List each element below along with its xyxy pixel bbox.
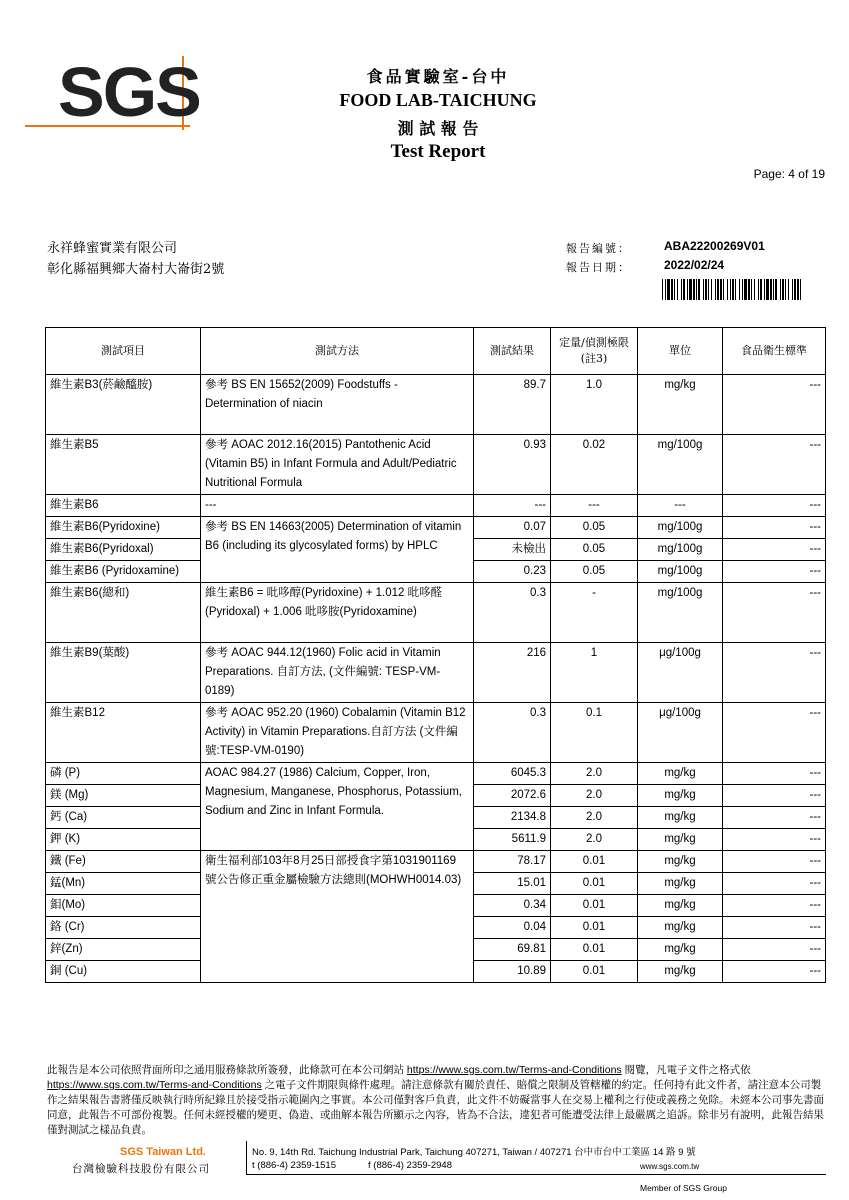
- cell-limit: -: [551, 583, 638, 643]
- barcode-bar: [775, 279, 777, 300]
- cell-method: 衛生福利部103年8月25日部授食字第1031901169 號公告修正重金屬檢驗方法總則(MOHWH0014.03): [201, 851, 474, 983]
- col-header-limit: 定量/偵測極限(註3): [551, 328, 638, 375]
- cell-item: 鉻 (Cr): [46, 917, 201, 939]
- table-row-b6-total: [46, 583, 826, 643]
- barcode-bar: [698, 279, 700, 300]
- report-date-value: 2022/02/24: [664, 258, 725, 272]
- cell-result: 0.93: [474, 435, 551, 495]
- cell-result: 0.07: [474, 517, 551, 539]
- cell-result: 15.01: [474, 873, 551, 895]
- cell-result: 0.3: [474, 703, 551, 763]
- barcode-bar: [683, 279, 685, 300]
- barcode-bar: [727, 279, 728, 300]
- barcode-bar: [687, 279, 688, 300]
- cell-result: 69.81: [474, 939, 551, 961]
- cell-item: 磷 (P): [46, 763, 201, 785]
- report-title-cn: 測 試 報 告: [397, 119, 479, 138]
- barcode-bar: [703, 279, 704, 300]
- cell-limit: 2.0: [551, 807, 638, 829]
- cell-item: 維生素B5: [46, 435, 201, 495]
- col-header-result: 測試結果: [474, 328, 551, 375]
- report-no-value: ABA22200269V01: [664, 239, 765, 253]
- barcode-bar: [715, 279, 716, 300]
- cell-unit: mg/kg: [638, 917, 723, 939]
- cell-result: 78.17: [474, 851, 551, 873]
- table-row-b6: [46, 495, 826, 517]
- cell-unit: mg/100g: [638, 435, 723, 495]
- cell-unit: mg/kg: [638, 763, 723, 785]
- cell-item: 維生素B6 (Pyridoxamine): [46, 561, 201, 583]
- company-name-cn: 台灣檢驗科技股份有限公司: [72, 1163, 210, 1175]
- cell-item: 鎂 (Mg): [46, 785, 201, 807]
- table-row-b9: [46, 643, 826, 703]
- company-address: No. 9, 14th Rd. Taichung Industrial Park, Taichung 407271, Taiwan / 407271 台中市台中工業區 14 路 9 號: [252, 1147, 696, 1158]
- cell-unit: mg/kg: [638, 851, 723, 873]
- col-header-unit: 單位: [638, 328, 723, 375]
- report-date-label: 報告日期：: [566, 261, 631, 274]
- terms-paragraph: [47, 1063, 827, 1138]
- cell-method: 維生素B6 = 吡哆醇(Pyridoxine) + 1.012 吡哆醛(Pyridoxal) + 1.006 吡哆胺(Pyridoxamine): [201, 583, 474, 643]
- cell-limit: 0.01: [551, 895, 638, 917]
- barcode-bar: [792, 279, 793, 300]
- lab-title-cn: 食品實驗室-台中: [366, 67, 510, 86]
- cell-unit: mg/100g: [638, 517, 723, 539]
- cell-method: 參考 BS EN 14663(2005) Determination of vitamin B6 (including its glycosylated forms) by HPLC: [201, 517, 474, 583]
- barcode-bar: [748, 279, 750, 300]
- barcode-bar: [671, 279, 673, 300]
- cell-unit: mg/kg: [638, 785, 723, 807]
- barcode-bar: [674, 279, 675, 300]
- cell-result: 未檢出: [474, 539, 551, 561]
- cell-result: 2134.8: [474, 807, 551, 829]
- barcode-bar: [788, 279, 789, 300]
- barcode-bar: [732, 279, 734, 300]
- barcode: [662, 279, 802, 300]
- cell-unit: mg/kg: [638, 829, 723, 851]
- barcode-bar: [711, 279, 712, 300]
- cell-unit: mg/kg: [638, 961, 723, 983]
- cell-standard: ---: [723, 583, 826, 643]
- barcode-bar: [797, 279, 799, 300]
- results-table: [45, 327, 826, 983]
- barcode-bar: [681, 279, 682, 300]
- table-header-row: [46, 328, 826, 375]
- cell-standard: ---: [723, 917, 826, 939]
- table-row: [46, 763, 826, 785]
- cell-standard: ---: [723, 539, 826, 561]
- client-address: 彰化縣福興鄉大崙村大崙街2號: [47, 262, 225, 277]
- footer-divider: [246, 1141, 247, 1175]
- footer-rule: [246, 1174, 826, 1175]
- barcode-bar: [800, 279, 801, 300]
- cell-limit: 0.01: [551, 939, 638, 961]
- cell-standard: ---: [723, 895, 826, 917]
- cell-unit: mg/kg: [638, 873, 723, 895]
- cell-limit: ---: [551, 495, 638, 517]
- table-row-b12: [46, 703, 826, 763]
- barcode-bar: [735, 279, 736, 300]
- cell-standard: ---: [723, 785, 826, 807]
- cell-limit: 1: [551, 643, 638, 703]
- cell-item: 錳(Mn): [46, 873, 201, 895]
- cell-standard: ---: [723, 435, 826, 495]
- barcode-bar: [760, 279, 762, 300]
- cell-item: 維生素B6(Pyridoxine): [46, 517, 201, 539]
- barcode-bar: [730, 279, 731, 300]
- barcode-bar: [754, 279, 755, 300]
- cell-result: 0.34: [474, 895, 551, 917]
- barcode-bar: [689, 279, 692, 300]
- client-name: 永祥蜂蜜實業有限公司: [47, 241, 178, 256]
- barcode-bar: [708, 279, 709, 300]
- table-row: [46, 851, 826, 873]
- cell-item: 鋅(Zn): [46, 939, 201, 961]
- cell-item: 銅 (Cu): [46, 961, 201, 983]
- barcode-bar: [693, 279, 695, 300]
- company-website[interactable]: www.sgs.com.tw: [640, 1162, 700, 1171]
- cell-item: 鐵 (Fe): [46, 851, 201, 873]
- cell-limit: 0.01: [551, 851, 638, 873]
- table-row-b6-pyridoxine: [46, 517, 826, 539]
- cell-limit: 0.05: [551, 517, 638, 539]
- cell-item: 鉀 (K): [46, 829, 201, 851]
- lab-title-en: FOOD LAB-TAICHUNG: [339, 90, 537, 110]
- cell-item: 鉬(Mo): [46, 895, 201, 917]
- cell-item: 鈣 (Ca): [46, 807, 201, 829]
- cell-item: 維生素B9(葉酸): [46, 643, 201, 703]
- col-header-item: 測試項目: [46, 328, 201, 375]
- cell-method: 參考 AOAC 2012.16(2015) Pantothenic Acid (Vitamin B5) in Infant Formula and Adult/Pediatric Nutritional Formula: [201, 435, 474, 495]
- cell-method: 參考 AOAC 952.20 (1960) Cobalamin (Vitamin B12 Activity) in Vitamin Preparations.自訂方法 (文件編號:TESP-VM-0190): [201, 703, 474, 763]
- cell-limit: 1.0: [551, 375, 638, 435]
- barcode-bar: [764, 279, 765, 300]
- cell-standard: ---: [723, 961, 826, 983]
- cell-item: 維生素B12: [46, 703, 201, 763]
- member-of-group: Member of SGS Group: [640, 1183, 727, 1193]
- cell-unit: mg/100g: [638, 583, 723, 643]
- terms-link-1[interactable]: https://www.sgs.com.tw/Terms-and-Conditions: [406, 1064, 622, 1076]
- barcode-bar: [696, 279, 697, 300]
- cell-standard: ---: [723, 939, 826, 961]
- cell-result: 0.04: [474, 917, 551, 939]
- cell-standard: ---: [723, 873, 826, 895]
- cell-unit: mg/kg: [638, 375, 723, 435]
- barcode-bar: [677, 279, 678, 300]
- terms-link-2[interactable]: https://www.sgs.com.tw/Terms-and-Conditions: [47, 1079, 262, 1091]
- barcode-bar: [720, 279, 722, 300]
- company-tel: t (886-4) 2359-1515: [252, 1160, 336, 1171]
- cell-limit: 0.05: [551, 539, 638, 561]
- barcode-bar: [665, 279, 666, 300]
- cell-result: 10.89: [474, 961, 551, 983]
- cell-unit: mg/100g: [638, 561, 723, 583]
- cell-item: 維生素B6(總和): [46, 583, 201, 643]
- table-row-b3: [46, 375, 826, 435]
- cell-limit: 2.0: [551, 763, 638, 785]
- cell-limit: 2.0: [551, 829, 638, 851]
- barcode-bar: [770, 279, 772, 300]
- terms-text-3: 之電子文件期限與條件處理。請注意條款有關於責任、賠償之限制及管轄權的約定。任何持有此文件者，請注意本公司製作之結果報告書將僅反映執行時所紀錄且於接受指示範圍內之事實。本公司僅對客戶負責，此文件不妨礙當事人在交易上權利之行使或義務之免除。未經本公司事先書面同意，此報告不可部份複製。任何未經授權的變更、偽造、或曲解本報告所顯示之內容，皆為不合法，違犯者可能遭受法律上最嚴厲之追訴。除非另有說明，此報告結果僅對測試之樣品負責。: [47, 1079, 824, 1136]
- cell-method: 參考 BS EN 15652(2009) Foodstuffs - Determination of niacin: [201, 375, 474, 435]
- terms-text-2: 閱覽，凡電子文件之格式依: [624, 1064, 751, 1076]
- cell-method: ---: [201, 495, 474, 517]
- cell-standard: ---: [723, 807, 826, 829]
- table-row-b5: [46, 435, 826, 495]
- cell-limit: 0.01: [551, 961, 638, 983]
- col-header-standard: 食品衛生標準: [723, 328, 826, 375]
- cell-limit: 0.1: [551, 703, 638, 763]
- cell-standard: ---: [723, 495, 826, 517]
- barcode-bar: [742, 279, 743, 300]
- cell-limit: 0.01: [551, 873, 638, 895]
- barcode-bar: [705, 279, 707, 300]
- cell-standard: ---: [723, 763, 826, 785]
- cell-result: 0.23: [474, 561, 551, 583]
- cell-result: 0.3: [474, 583, 551, 643]
- cell-unit: mg/kg: [638, 895, 723, 917]
- cell-unit: ---: [638, 495, 723, 517]
- report-no-label: 報告編號：: [566, 242, 631, 255]
- barcode-bar: [662, 279, 663, 300]
- cell-limit: 0.02: [551, 435, 638, 495]
- cell-result: ---: [474, 495, 551, 517]
- cell-standard: ---: [723, 829, 826, 851]
- cell-unit: μg/100g: [638, 643, 723, 703]
- cell-item: 維生素B6(Pyridoxal): [46, 539, 201, 561]
- cell-result: 5611.9: [474, 829, 551, 851]
- barcode-bar: [782, 279, 784, 300]
- cell-limit: 0.01: [551, 917, 638, 939]
- cell-result: 89.7: [474, 375, 551, 435]
- cell-item: 維生素B6: [46, 495, 201, 517]
- cell-unit: μg/100g: [638, 703, 723, 763]
- cell-method: AOAC 984.27 (1986) Calcium, Copper, Iron, Magnesium, Manganese, Phosphorus, Potassium, Sodium and Zinc in Infant Formula.: [201, 763, 474, 851]
- col-header-method: 測試方法: [201, 328, 474, 375]
- barcode-bar: [794, 279, 796, 300]
- cell-result: 216: [474, 643, 551, 703]
- barcode-bar: [751, 279, 752, 300]
- barcode-bar: [723, 279, 724, 300]
- cell-unit: mg/kg: [638, 807, 723, 829]
- barcode-bar: [667, 279, 670, 300]
- company-name-en: SGS Taiwan Ltd.: [120, 1146, 206, 1158]
- cell-item: 維生素B3(菸鹼醯胺): [46, 375, 201, 435]
- cell-standard: ---: [723, 517, 826, 539]
- cell-limit: 2.0: [551, 785, 638, 807]
- page-number: Page: 4 of 19: [753, 167, 825, 181]
- barcode-bar: [744, 279, 747, 300]
- barcode-bar: [758, 279, 759, 300]
- barcode-bar: [773, 279, 774, 300]
- cell-method: 參考 AOAC 944.12(1960) Folic acid in Vitamin Preparations. 自訂方法, (文件編號: TESP-VM-0189): [201, 643, 474, 703]
- cell-standard: ---: [723, 561, 826, 583]
- cell-unit: mg/100g: [638, 539, 723, 561]
- barcode-bar: [780, 279, 781, 300]
- cell-result: 2072.6: [474, 785, 551, 807]
- barcode-bar: [717, 279, 719, 300]
- barcode-bar: [766, 279, 769, 300]
- cell-limit: 0.05: [551, 561, 638, 583]
- cell-standard: ---: [723, 703, 826, 763]
- terms-text-1: 此報告是本公司依照背面所印之通用服務條款所簽發，此條款可在本公司網站: [47, 1064, 404, 1076]
- company-fax: f (886-4) 2359-2948: [368, 1160, 452, 1171]
- report-title-en: Test Report: [390, 141, 486, 162]
- cell-standard: ---: [723, 643, 826, 703]
- barcode-bar: [739, 279, 740, 300]
- sgs-logo-text: SGS: [58, 53, 200, 131]
- cell-unit: mg/kg: [638, 939, 723, 961]
- cell-standard: ---: [723, 375, 826, 435]
- cell-result: 6045.3: [474, 763, 551, 785]
- barcode-bar: [785, 279, 786, 300]
- cell-standard: ---: [723, 851, 826, 873]
